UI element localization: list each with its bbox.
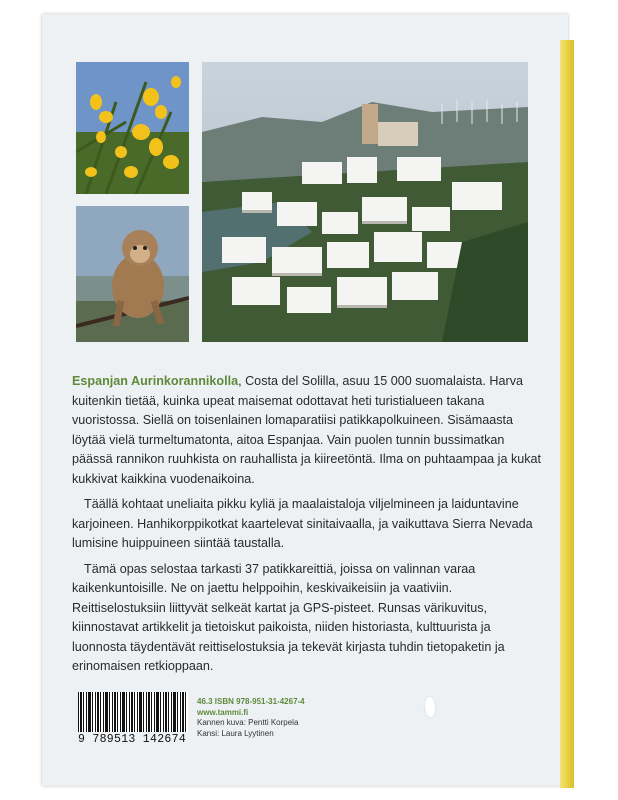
blurb-lead: Espanjan Aurinkorannikolla	[72, 374, 239, 388]
cover-design-credit: Kansi: Laura Lyytinen	[197, 728, 274, 738]
photo-yellow-flowers	[76, 62, 189, 194]
back-cover-blurb	[72, 372, 542, 683]
blurb-paragraph-1-text: , Costa del Solilla, asuu 15 000 suomalaista. Harva kuitenkin tietää, kuinka upeat maisemat odottavat heti turistialueen takana vuoristossa. Siellä on toisenlainen lomaparatiisi patikkapolkuineen. Sisämaasta löytää vielä turmeltumatonta, aitoa Espanjaa. Vain puolen tunnin bussimatkan päässä rannikon ruuhkista on rauhallista ja kiireetöntä. Ilma on puhtaampaa ja kukat kukkivat kaikkina vuodenaikoina.	[72, 374, 542, 486]
photo-barbary-macaque	[76, 206, 189, 342]
book-spine-edge	[560, 40, 574, 788]
barcode-number: 9 789513 142674	[78, 733, 187, 746]
publisher-info	[197, 697, 305, 739]
blurb-paragraph-3: Tämä opas selostaa tarkasti 37 patikkareittiä, joissa on valinnan varaa kaikenkuntoisille. Ne on jaettu helppoihin, keskivaikeisiin ja vaativiin. Reittiselostuksiin liittyvät selkeät kartat ja GPS-pisteet. Runsas värikuvitus, kiinnostavat artikkelit ja tietoiskut paikoista, niiden historiasta, kulttuurista ja luonnosta täydentävät reittiselostuksia ja tekevät kirjasta tuhdin tietopaketin ja erinomaisen retkioppaan.	[72, 561, 505, 673]
photo-white-village	[202, 62, 528, 342]
barcode-bars	[78, 692, 188, 732]
isbn-barcode	[78, 692, 188, 746]
cover-scuff-mark	[425, 697, 435, 717]
publisher-website: www.tammi.fi	[197, 707, 249, 717]
cover-photo-credit: Kannen kuva: Pentti Korpela	[197, 718, 299, 727]
isbn-line: 46.3 ISBN 978-951-31-4267-4	[197, 697, 305, 706]
blurb-paragraph-1	[72, 372, 542, 489]
blurb-paragraph-2: Täällä kohtaat uneliaita pikku kyliä ja maalaistaloja viljelmineen ja laiduntavine karjoineen. Hanhikorppikotkat kaartelevat sinitaivaalla, ja vaikuttava Sierra Nevada lumisine huippuineen siintää taustalla.	[72, 497, 533, 550]
